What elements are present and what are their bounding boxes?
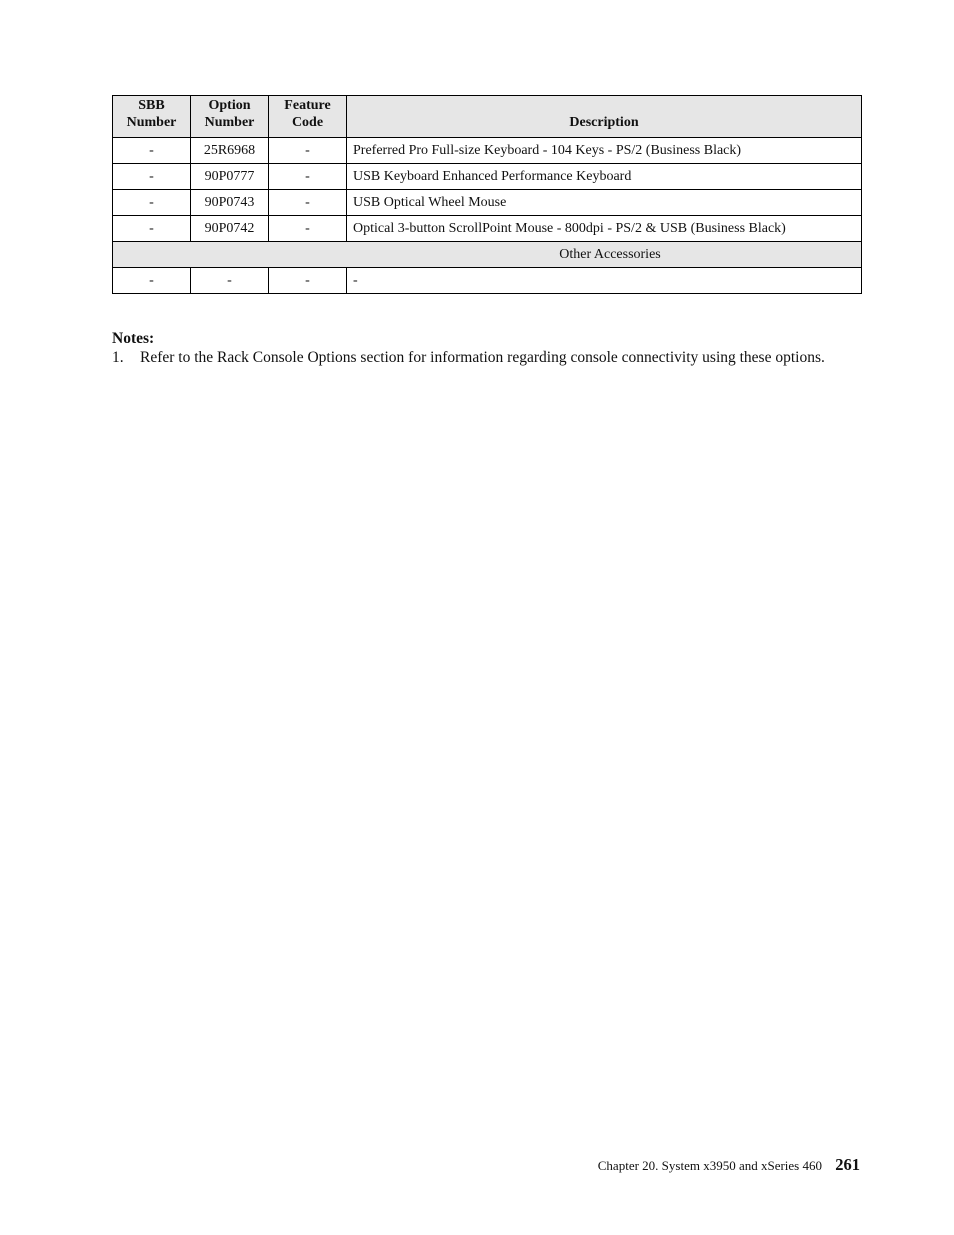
table-row bbox=[113, 138, 862, 164]
note-item bbox=[112, 349, 861, 368]
table-row bbox=[113, 216, 862, 242]
cell-option: - bbox=[191, 268, 269, 294]
cell-feature: - bbox=[269, 216, 347, 242]
page-number: 261 bbox=[835, 1155, 860, 1174]
header-option-number: Option Number bbox=[191, 96, 269, 138]
cell-option: 90P0743 bbox=[191, 190, 269, 216]
cell-description: Optical 3-button ScrollPoint Mouse - 800dpi - PS/2 & USB (Business Black) bbox=[347, 216, 862, 242]
cell-sbb: - bbox=[113, 138, 191, 164]
header-description: Description bbox=[347, 96, 862, 138]
table-row bbox=[113, 190, 862, 216]
header-feature-code: Feature Code bbox=[269, 96, 347, 138]
notes-section bbox=[112, 330, 861, 367]
section-header-row bbox=[113, 242, 862, 268]
cell-sbb: - bbox=[113, 216, 191, 242]
section-title: Other Accessories bbox=[559, 247, 661, 262]
cell-description: Preferred Pro Full-size Keyboard - 104 Keys - PS/2 (Business Black) bbox=[347, 138, 862, 164]
cell-feature: - bbox=[269, 138, 347, 164]
table-row bbox=[113, 268, 862, 294]
cell-description: - bbox=[347, 268, 862, 294]
notes-title: Notes: bbox=[112, 330, 155, 347]
table-header-row bbox=[113, 96, 862, 138]
header-sbb-number: SBB Number bbox=[113, 96, 191, 138]
cell-feature: - bbox=[269, 190, 347, 216]
table-row bbox=[113, 164, 862, 190]
footer-chapter: Chapter 20. System x3950 and xSeries 460 bbox=[597, 1158, 822, 1173]
options-table bbox=[112, 95, 862, 294]
cell-option: 90P0742 bbox=[191, 216, 269, 242]
cell-description: USB Keyboard Enhanced Performance Keyboard bbox=[347, 164, 862, 190]
cell-option: 90P0777 bbox=[191, 164, 269, 190]
cell-feature: - bbox=[269, 164, 347, 190]
cell-option: 25R6968 bbox=[191, 138, 269, 164]
cell-description: USB Optical Wheel Mouse bbox=[347, 190, 862, 216]
cell-sbb: - bbox=[113, 164, 191, 190]
note-number: 1. bbox=[112, 348, 124, 366]
note-text: Refer to the Rack Console Options section for information regarding console connectivity using these options. bbox=[140, 348, 825, 366]
cell-sbb: - bbox=[113, 268, 191, 294]
cell-feature: - bbox=[269, 268, 347, 294]
section-header-other-accessories bbox=[113, 242, 862, 268]
page-footer bbox=[598, 1155, 860, 1176]
cell-sbb: - bbox=[113, 190, 191, 216]
